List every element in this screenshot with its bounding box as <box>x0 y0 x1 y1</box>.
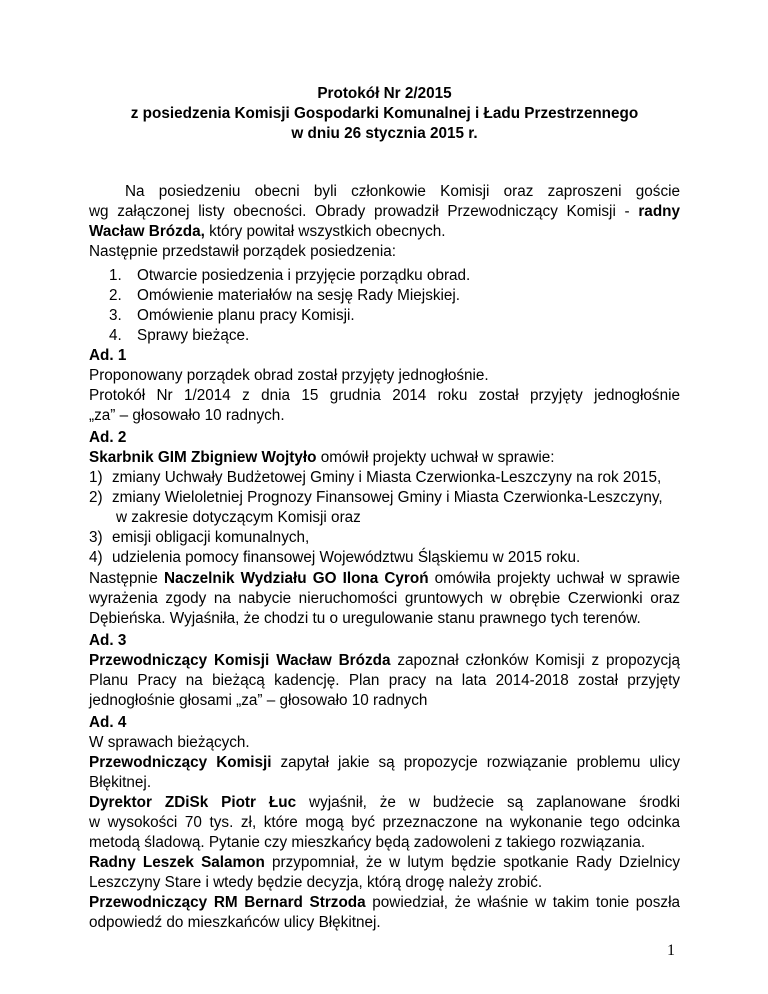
agenda-list <box>89 266 680 346</box>
intro-line-2-text: wg załączonej listy obecności. Obrady prowadził Przewodniczący Komisji - <box>89 203 630 220</box>
intro-line-2-bold: radny <box>638 203 680 220</box>
speaker-name: Radny Leszek Salamon <box>89 854 265 871</box>
chair-name: Wacław Brózda, <box>89 223 205 240</box>
ad2-section <box>89 428 680 468</box>
ad2-p2-line-1 <box>89 569 680 589</box>
ad1-line-2: Protokół Nr 1/2014 z dnia 15 grudnia 2014 roku został przyjęty jednogłośnie <box>89 387 680 404</box>
ad1-heading: Ad. 1 <box>89 347 127 364</box>
list-item <box>89 468 680 488</box>
ad4-s3-line-2: Leszczyny Stare i wtedy będzie decyzja, którą drogę należy zrobić. <box>89 874 543 891</box>
list-number: 1. <box>109 267 122 284</box>
ad4-s4-line-1 <box>89 893 680 913</box>
ad2-heading: Ad. 2 <box>89 429 127 446</box>
ad2-p2-prefix: Następnie <box>89 570 164 587</box>
ad4-s1-line-2: Błękitnej. <box>89 774 152 791</box>
ad2-p2-text: omówiła projekty uchwał w sprawie <box>428 570 680 587</box>
ad4-s2-text: wyjaśnił, że w budżecie są zaplanowane środki <box>296 794 680 811</box>
list-number: 3) <box>89 529 103 546</box>
list-text: udzielenia pomocy finansowej Województwu Śląskiemu w 2015 roku. <box>112 549 581 566</box>
list-item <box>89 306 680 326</box>
ad2-intro <box>89 448 680 468</box>
ad3-line-1 <box>89 651 680 671</box>
ad4-s4-line-2: odpowiedź do mieszkańców ulicy Błękitnej. <box>89 914 381 931</box>
ad4-s1-text: zapytał jakie są propozycje rozwiązanie problemu ulicy <box>271 754 680 771</box>
list-item <box>89 286 680 306</box>
list-number: 2) <box>89 489 103 506</box>
intro-paragraph <box>89 182 680 262</box>
list-item <box>89 528 680 548</box>
intro-line-4: Następnie przedstawił porządek posiedzenia: <box>89 243 396 260</box>
ad3-section <box>89 631 680 711</box>
intro-line-1: Na posiedzeniu obecni byli członkowie Komisji oraz zaproszeni goście <box>125 183 680 200</box>
ad4-s1-line-1 <box>89 753 680 773</box>
ad2-resolutions-list <box>89 468 680 568</box>
list-item <box>89 266 680 286</box>
intro-line-2 <box>89 202 680 222</box>
ad4-s2-line-3: metodą śladową. Pytanie czy mieszkańcy będą zadowoleni z takiego rozwiązania. <box>89 834 646 851</box>
protocol-title: Protokół Nr 2/2015 <box>317 85 452 102</box>
speaker-name: Przewodniczący RM Bernard Strzoda <box>89 894 366 911</box>
list-number: 2. <box>109 287 122 304</box>
list-text: zmiany Wieloletniej Prognozy Finansowej Gminy i Miasta Czerwionka-Leszczyny, <box>112 489 663 506</box>
ad2-p2-line-3: Dębieńska. Wyjaśniła, że chodzi tu o uregulowanie stanu prawnego tych terenów. <box>89 610 641 627</box>
ad4-s3-line-1 <box>89 853 680 873</box>
speaker-name: Przewodniczący Komisji <box>89 754 272 771</box>
ad2-p2-line-2: wyrażenia zgody na nabycie nieruchomości gruntowych w obrębie Czerwionki oraz <box>89 590 680 607</box>
ad3-line-1-text: zapoznał członków Komisji z propozycją <box>390 652 680 669</box>
speaker-name: Naczelnik Wydziału GO Ilona Cyroń <box>163 570 429 587</box>
ad3-heading: Ad. 3 <box>89 632 127 649</box>
list-item <box>89 488 680 528</box>
list-text: zmiany Uchwały Budżetowej Gminy i Miasta Czerwionka-Leszczyny na rok 2015, <box>112 469 662 486</box>
list-text: Sprawy bieżące. <box>137 327 250 344</box>
list-number: 4) <box>89 549 103 566</box>
speaker-name: Dyrektor ZDiSk Piotr Łuc <box>89 794 297 811</box>
speaker-name: Przewodniczący Komisji Wacław Brózda <box>89 652 391 669</box>
list-text: Otwarcie posiedzenia i przyjęcie porządku obrad. <box>137 267 471 284</box>
ad4-s2-line-1 <box>89 793 680 813</box>
ad1-line-3: „za” – głosowało 10 radnych. <box>89 407 285 424</box>
ad1-section <box>89 346 680 426</box>
list-number: 1) <box>89 469 103 486</box>
list-text: emisji obligacji komunalnych, <box>112 529 310 546</box>
list-item <box>89 548 680 568</box>
protocol-subtitle: z posiedzenia Komisji Gospodarki Komunalnej i Ładu Przestrzennego <box>130 105 639 122</box>
ad3-line-3: jednogłośnie głosami „za” – głosowało 10 radnych <box>89 692 428 709</box>
list-item <box>89 326 680 346</box>
intro-line-3 <box>89 222 680 242</box>
page-number: 1 <box>667 942 675 959</box>
ad4-line-1: W sprawach bieżących. <box>89 734 250 751</box>
ad4-s3-text: przypomniał, że w lutym będzie spotkanie Rady Dzielnicy <box>264 854 680 871</box>
ad2-paragraph-2 <box>89 569 680 629</box>
list-number: 3. <box>109 307 122 324</box>
speaker-name: Skarbnik GIM Zbigniew Wojtyło <box>89 449 317 466</box>
ad4-s4-text: powiedział, że właśnie w takim tonie poszła <box>365 894 680 911</box>
ad2-intro-text: omówił projekty uchwał w sprawie: <box>316 449 555 466</box>
ad4-heading: Ad. 4 <box>89 714 127 731</box>
ad4-s2-line-2: w wysokości 70 tys. zł, które mogą być przeznaczone na wykonanie tego odcinka <box>89 814 680 831</box>
list-text: Omówienie planu pracy Komisji. <box>137 307 355 324</box>
protocol-date: w dniu 26 stycznia 2015 r. <box>291 125 478 142</box>
list-text: Omówienie materiałów na sesję Rady Miejskiej. <box>137 287 461 304</box>
ad1-line-1: Proponowany porządek obrad został przyjęty jednogłośnie. <box>89 367 489 384</box>
intro-line-3-text: który powitał wszystkich obecnych. <box>204 223 446 240</box>
ad4-section <box>89 713 680 933</box>
list-number: 4. <box>109 327 122 344</box>
list-text-continued: w zakresie dotyczącym Komisji oraz <box>116 509 361 526</box>
ad3-line-2: Planu Pracy na bieżącą kadencję. Plan pracy na lata 2014-2018 został przyjęty <box>89 672 680 689</box>
